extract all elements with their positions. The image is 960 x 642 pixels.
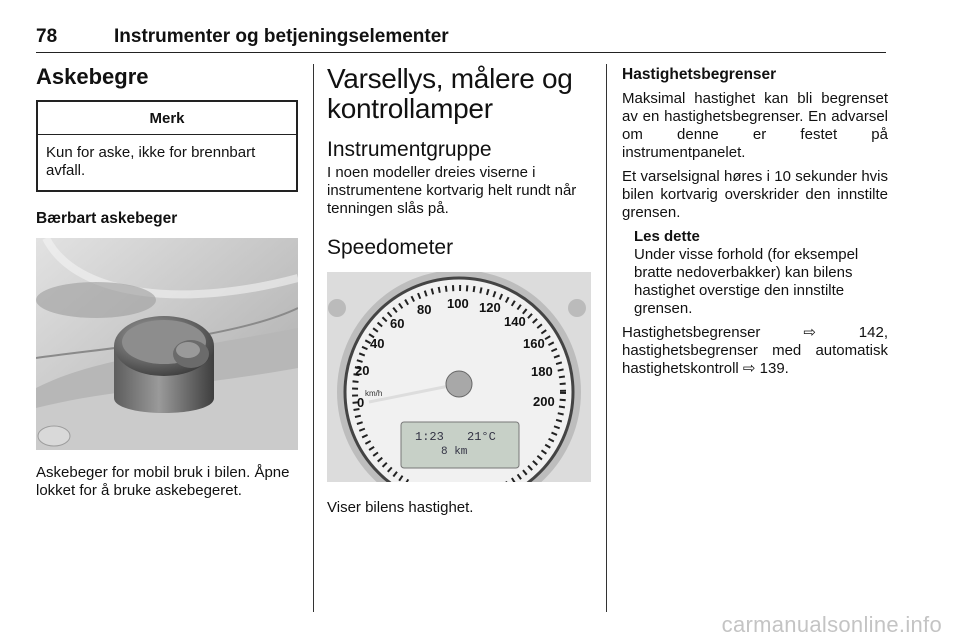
header-rule: [36, 52, 886, 53]
speedometer-heading: Speedometer: [327, 236, 454, 259]
note-title: Merk: [38, 102, 296, 135]
figure-caption: Askebeger for mobil bruk i bilen. Åpne lokket for å bruke askebegeret.: [36, 464, 290, 499]
section-title: Varsellys, målere og kontrollamper: [327, 63, 573, 124]
right-arrow-icon: [568, 299, 586, 317]
tick-label: 200: [533, 394, 555, 409]
subsection-title: Instrumentgruppe: [327, 138, 492, 161]
column-divider: [606, 64, 607, 612]
intro-text: I noen modeller dreies viserne i instrumentene kortvarig helt rundt når tenningen slås på.: [327, 164, 577, 217]
subheading: Bærbart askebeger: [36, 210, 178, 227]
watermark: carmanualsonline.info: [721, 612, 942, 637]
tick-label: 140: [504, 314, 526, 329]
cross-reference: Hastighetsbegrenser ⇨ 142, hastighetsbegrenser med automatisk hastighetskontroll ⇨ 139.: [622, 324, 888, 377]
column-divider: [313, 64, 314, 612]
notice-title: Les dette: [634, 228, 700, 245]
notice-box: [634, 228, 888, 318]
tick-label: 0: [357, 395, 365, 410]
tick-label: 80: [417, 302, 432, 317]
tick-label: 160: [523, 336, 545, 351]
page-header: [36, 22, 886, 50]
note-text: Kun for aske, ikke for brennbart avfall.: [46, 144, 256, 179]
left-column: [36, 64, 298, 500]
speedometer-caption: Viser bilens hastighet.: [327, 499, 474, 516]
unit-label: km/h: [365, 389, 383, 398]
tick-label: 40: [370, 336, 385, 351]
tick-label: 180: [531, 364, 553, 379]
left-arrow-icon: [328, 299, 346, 317]
tick-label: 100: [447, 296, 469, 311]
tick-label: 20: [355, 363, 370, 378]
tick-label: 120: [479, 300, 501, 315]
display-time: 1:23: [415, 430, 444, 444]
display-odometer: 8 km: [441, 446, 468, 458]
running-title: Instrumenter og betjeningselementer: [114, 26, 449, 47]
notice-text: Under visse forhold (for eksempel bratte nedoverbakker) kan bilens hastighet overstige den innstilte grensen.: [634, 246, 859, 317]
ashtray-image: [36, 238, 298, 450]
paragraph: Maksimal hastighet kan bli begrenset av en hastighetsbegrenser. En advarsel om denne er festet på instrumentpanelet.: [622, 90, 888, 161]
speedometer-image: [327, 272, 591, 482]
section-title: Askebegre: [36, 64, 149, 89]
display-temp: 21°C: [467, 430, 496, 444]
paragraph: Et varselsignal høres i 10 sekunder hvis bilen kortvarig overskrider den innstilte grensen.: [622, 168, 888, 221]
section-heading: Hastighetsbegrenser: [622, 66, 777, 83]
tick-label: 60: [390, 316, 405, 331]
middle-column: [327, 64, 591, 516]
right-column: [622, 64, 888, 384]
note-box: [36, 100, 298, 192]
page-number: 78: [36, 26, 58, 47]
